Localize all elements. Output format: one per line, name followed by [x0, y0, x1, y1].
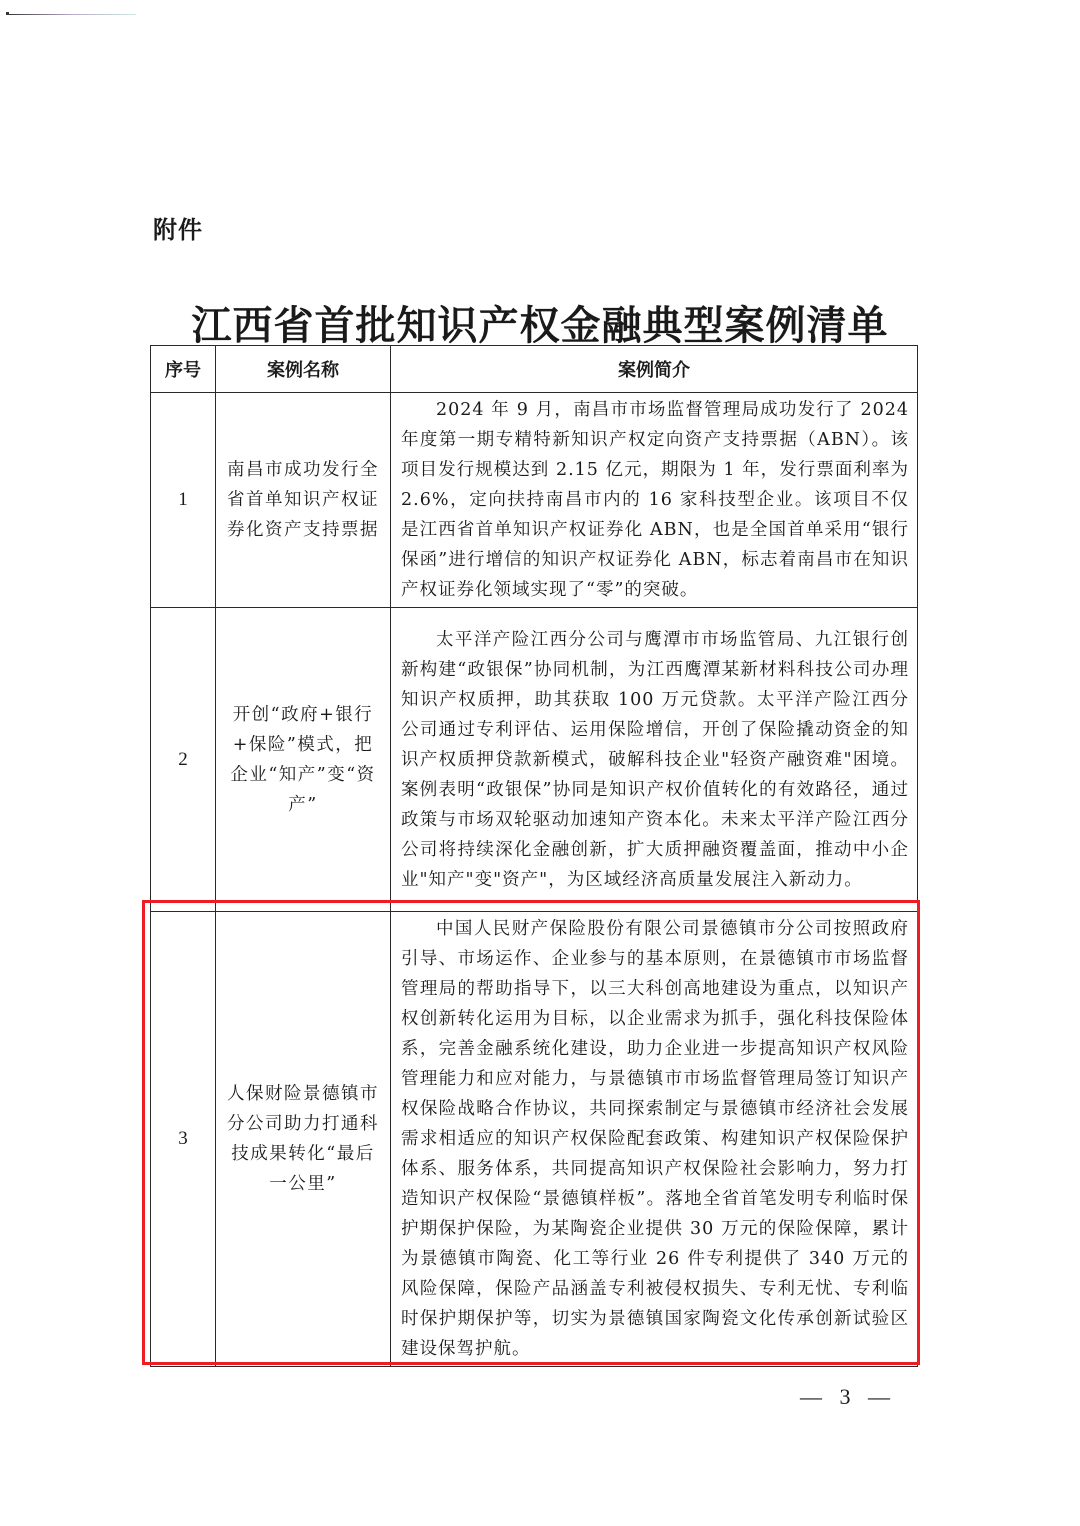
table-row	[151, 608, 918, 912]
scan-artifact-line	[6, 14, 136, 15]
header-case-summary: 案例简介	[391, 346, 918, 393]
row-serial-number: 3	[151, 912, 216, 1367]
row-case-summary: 2024 年 9 月，南昌市市场监督管理局成功发行了 2024 年度第一期专精特新知识产权定向资产支持票据（ABN）。该项目发行规模达到 2.15 亿元，期限为 1 年，发行票面利率为 2.6%，定向扶持南昌市内的 16 家科技型企业。该项目不仅是江西省首单知识产权证券化 ABN，也是全国首单采用“银行保函”进行增信的知识产权证券化 ABN，标志着南昌市在知识产权证券化领域实现了“零”的突破。	[391, 393, 918, 608]
table-row	[151, 393, 918, 608]
attachment-label: 附件	[153, 216, 203, 244]
row-serial-number: 2	[151, 608, 216, 912]
page-number: — 3 —	[800, 1384, 896, 1409]
case-list-table	[150, 345, 918, 1367]
row-serial-number: 1	[151, 393, 216, 608]
row-case-name: 人保财险景德镇市分公司助力打通科技成果转化“最后一公里”	[216, 912, 391, 1367]
header-case-name: 案例名称	[216, 346, 391, 393]
table-row	[151, 912, 918, 1367]
row-case-summary: 中国人民财产保险股份有限公司景德镇市分公司按照政府引导、市场运作、企业参与的基本原则，在景德镇市市场监督管理局的帮助指导下，以三大科创高地建设为重点，以知识产权创新转化运用为目标，以企业需求为抓手，强化科技保险体系，完善金融系统化建设，助力企业进一步提高知识产权风险管理能力和应对能力，与景德镇市市场监督管理局签订知识产权保险战略合作协议，共同探索制定与景德镇市经济社会发展需求相适应的知识产权保险配套政策、构建知识产权保险保护体系、服务体系，共同提高知识产权保险社会影响力，努力打造知识产权保险“景德镇样板”。落地全省首笔发明专利临时保护期保护保险，为某陶瓷企业提供 30 万元的保险保障，累计为景德镇市陶瓷、化工等行业 26 件专利提供了 340 万元的风险保障，保险产品涵盖专利被侵权损失、专利无忧、专利临时保护期保护等，切实为景德镇国家陶瓷文化传承创新试验区建设保驾护航。	[391, 912, 918, 1367]
header-serial-number: 序号	[151, 346, 216, 393]
row-case-summary: 太平洋产险江西分公司与鹰潭市市场监管局、九江银行创新构建“政银保”协同机制，为江西鹰潭某新材料科技公司办理知识产权质押，助其获取 100 万元贷款。太平洋产险江西分公司通过专利评估、运用保险增信，开创了保险撬动资金的知识产权质押贷款新模式，破解科技企业"轻资产融资难"困境。案例表明“政银保”协同是知识产权价值转化的有效路径，通过政策与市场双轮驱动加速知产资本化。未来太平洋产险江西分公司将持续深化金融创新，扩大质押融资覆盖面，推动中小企业"知产"变"资产"，为区域经济高质量发展注入新动力。	[391, 608, 918, 912]
row-case-name: 开创“政府+银行+保险”模式，把企业“知产”变“资产”	[216, 608, 391, 912]
document-title: 江西省首批知识产权金融典型案例清单	[191, 302, 889, 349]
table-header-row	[151, 346, 918, 393]
row-case-name: 南昌市成功发行全省首单知识产权证券化资产支持票据	[216, 393, 391, 608]
